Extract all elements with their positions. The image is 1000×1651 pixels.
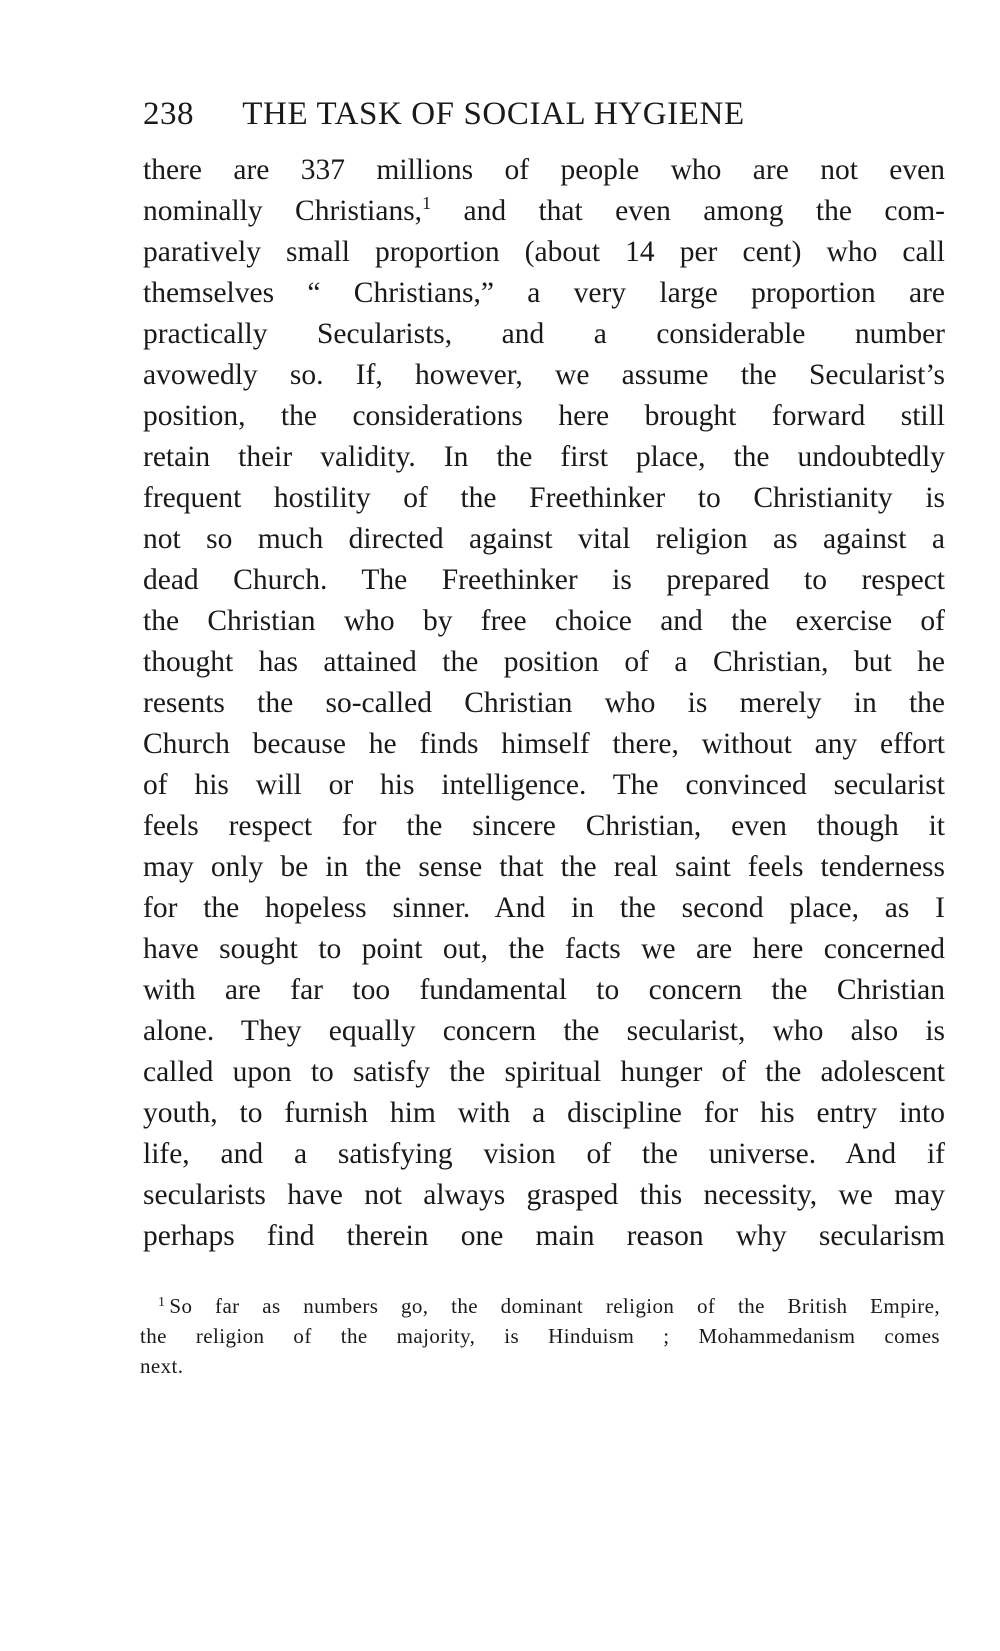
footnote-line: next. — [140, 1354, 184, 1378]
text-line: practically Secularists, and a considerable number — [143, 318, 945, 350]
text-line: frequent hostility of the Freethinker to Christianity is — [143, 482, 945, 514]
text-line: paratively small proportion (about 14 per cent) who call — [143, 236, 945, 268]
text-line: thought has attained the position of a Christian, but he — [143, 646, 945, 678]
text-line: themselves “ Christians,” a very large proportion are — [143, 277, 945, 309]
text-line: position, the considerations here brought forward still — [143, 400, 945, 432]
text-line: resents the so-called Christian who is merely in the — [143, 687, 945, 719]
text-line: dead Church. The Freethinker is prepared to respect — [143, 564, 945, 596]
text-line: with are far too fundamental to concern the Christian — [143, 974, 945, 1006]
text-line: retain their validity. In the first place, the undoubtedly — [143, 441, 945, 473]
text-line: of his will or his intelligence. The convinced secularist — [143, 769, 945, 801]
running-title: THE TASK OF SOCIAL HYGIENE — [242, 96, 745, 132]
text-line: youth, to furnish him with a discipline for his entry into — [143, 1097, 945, 1129]
text-line: feels respect for the sincere Christian, even though it — [143, 810, 945, 842]
text-line: avowedly so. If, however, we assume the Secularist’s — [143, 359, 945, 391]
text-line: may only be in the sense that the real saint feels tenderness — [143, 851, 945, 883]
footnote-line: the religion of the majority, is Hinduism ; Mohammedanism comes — [140, 1324, 940, 1348]
text-line: called upon to satisfy the spiritual hunger of the adolescent — [143, 1056, 945, 1088]
footnote-line-text: So far as numbers go, the dominant religion of the British Empire, — [169, 1294, 940, 1318]
text-line: life, and a satisfying vision of the universe. And if — [143, 1138, 945, 1170]
footnote-reference: 1 — [422, 193, 432, 213]
text-line: perhaps find therein one main reason why secularism — [143, 1220, 945, 1252]
text-line: alone. They equally concern the secularist, who also is — [143, 1015, 945, 1047]
page-number: 238 — [143, 96, 194, 132]
text-line — [143, 191, 945, 232]
running-head — [143, 92, 943, 136]
text-line: not so much directed against vital religion as against a — [143, 523, 945, 555]
text-line: secularists have not always grasped this necessity, we may — [143, 1179, 945, 1211]
body-text — [143, 150, 945, 1298]
footnote — [140, 1291, 940, 1381]
footnote-marker: 1 — [158, 1295, 166, 1310]
text-line: Church because he finds himself there, without any effort — [143, 728, 945, 760]
footnote-line — [140, 1291, 940, 1321]
text-line: for the hopeless sinner. And in the second place, as I — [143, 892, 945, 924]
text-line: the Christian who by free choice and the exercise of — [143, 605, 945, 637]
text-line: there are 337 millions of people who are not even — [143, 154, 945, 186]
text-line: have sought to point out, the facts we are here concerned — [143, 933, 945, 965]
text-line-part: and that even among the com- — [463, 195, 945, 227]
text-line-part: nominally Christians, — [143, 195, 423, 227]
